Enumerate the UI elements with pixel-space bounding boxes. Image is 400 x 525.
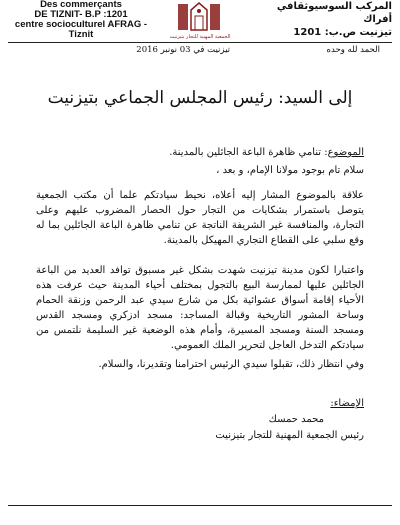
letter-date: تيزنيت في 03 نونبر 2016 [136, 45, 230, 55]
header-divider [8, 42, 392, 43]
signatory-name: محمد حمسك [268, 414, 324, 425]
letterhead-french [6, 0, 156, 40]
closing-line: وفي انتظار ذلك، تقبلوا سيدي الرئيس احترامنا وتقديرنا، والسلام. [98, 359, 364, 370]
letterhead-french-line-3: centre socioculturel AFRAG - Tiznit [14, 19, 148, 40]
letter-meta [20, 45, 380, 57]
greeting: سلام تام بوجود مولانا الإمام، و بعد ، [216, 165, 364, 176]
recipient-line: إلى السيد: رئيس المجلس الجماعي بتيزنيت [47, 88, 353, 108]
signatory-title: رئيس الجمعية المهنية للتجار بتيزنيت [215, 430, 364, 441]
opening-phrase: الحمد لله وحده [326, 45, 380, 55]
logo-caption: الجمعية المهنية للتجار بتيزنيت [169, 34, 231, 40]
association-logo-icon [172, 0, 226, 34]
subject-line [36, 145, 364, 160]
subject-label: الموضوع [327, 147, 364, 158]
letterhead-french-line-1: Des commerçants [40, 0, 122, 10]
signature-block [215, 396, 364, 444]
letterhead-arabic [262, 0, 392, 39]
letterhead-arabic-line-1: المركب السوسيوثقافي أفراك [276, 1, 392, 25]
footer-divider [8, 505, 392, 506]
letterhead-french-line-2: DE TIZNIT- B.P :1201 [34, 9, 128, 20]
letterhead-arabic-line-2: تيزنيت ص.ب: 1201 [293, 27, 392, 38]
subject-text: : تنامي ظاهرة الباعة الجائلين بالمدينة. [169, 147, 328, 158]
paragraph-1: علاقة بالموضوع المشار إليه أعلاه، نحيط سيادتكم علما أن مكتب الجمعية يتوصل باستمرار بشكايات من التجار حول الحصار المضروب عليهم وعلى التجارة، والمنافسة غير الشريفة الناتجة عن تنامي ظاهرة الباعة الجائلين بما له وقع سلبي على القطاع التجاري المهيكل بالمدينة. [36, 190, 364, 246]
paragraph-2: واعتبارا لكون مدينة تيزنيت شهدت بشكل غير مسبوق توافد العديد من الباعة الجائلين عليها لممارسة البيع بالتجول بمختلف أحياء المدينة حيث عرفت هذه الأحياء إقامة أسواق عشوائية بكل من شارع سيدي عبد الرحمن وزنقة الحمام وساحة المشور التاريخية وقبالة المساجد: مسجد ادزكري ومسجد القدس ومسجد السنة ومسجد المسيرة، وأمام هذه الوضعية غير السليمة نلتمس من سيادتكم التدخل العاجل لتحرير الملك العمومي. [36, 265, 364, 351]
signature-label: الإمضاء: [330, 398, 364, 409]
